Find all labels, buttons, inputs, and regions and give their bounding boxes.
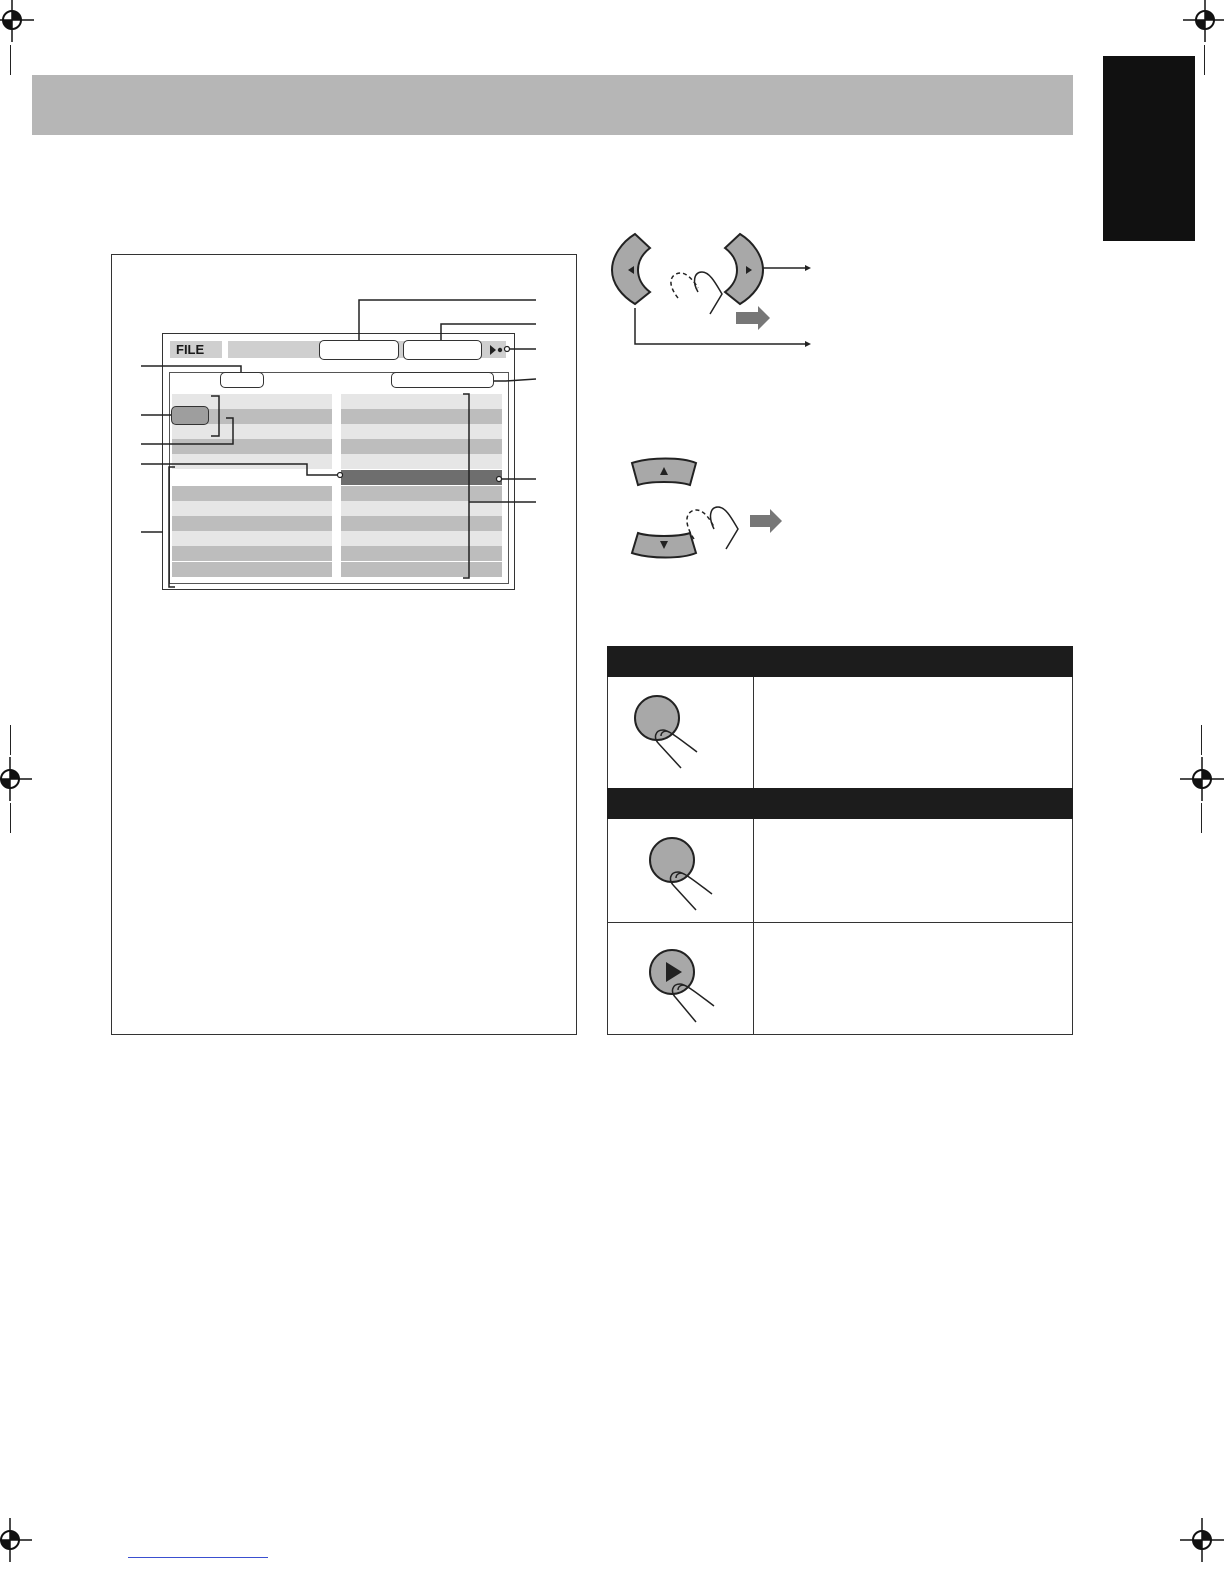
play-button-icon [640,940,730,1026]
round-button-icon [625,688,715,774]
registration-crosshair-icon [0,0,34,42]
finger-press-icon [671,872,712,910]
finger-press-icon [656,730,697,768]
right-cursor-button-icon [725,234,763,304]
registration-crosshair-icon [1180,1518,1224,1562]
registration-crosshair-icon [1183,0,1224,42]
language-side-tab [1103,56,1195,241]
file-tab-label: FILE [170,341,222,358]
section-header-band [32,75,1073,135]
operations-table-header-1 [607,646,1073,677]
table-column-divider [753,677,754,788]
left-right-cursor-illustration [600,228,820,352]
finger-press-icon [673,984,714,1022]
round-button-icon [640,830,730,916]
finger-press-icon [671,272,722,314]
table-row-divider [607,922,1073,923]
down-cursor-button-icon [632,533,696,558]
operations-table-header-2 [607,788,1073,819]
registration-crosshair-icon [0,757,32,801]
direction-arrow-icon [750,509,782,533]
up-cursor-button-icon [632,459,696,486]
finger-press-icon [687,507,738,549]
left-cursor-button-icon [612,234,650,304]
direction-arrow-icon [736,306,770,330]
footer-link-underline [128,1557,268,1558]
registration-crosshair-icon [0,1518,32,1562]
up-down-cursor-illustration [620,455,800,565]
callout-leader-lines [111,254,577,654]
table-column-divider [753,819,754,1035]
registration-crosshair-icon [1180,757,1224,801]
